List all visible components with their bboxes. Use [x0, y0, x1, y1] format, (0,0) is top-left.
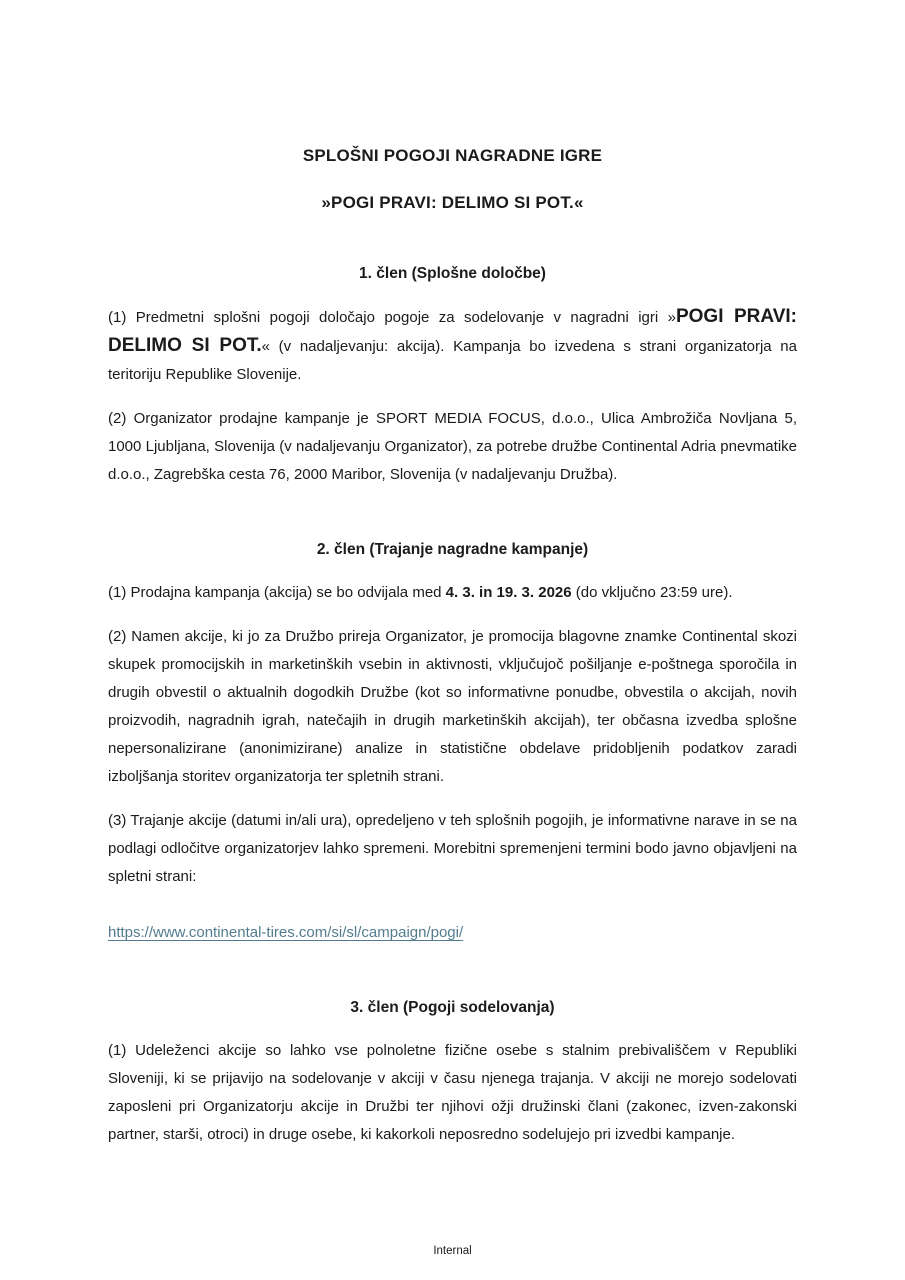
section-heading-2: 2. člen (Trajanje nagradne kampanje)	[316, 541, 589, 558]
paragraph-text-segment: (1) Prodajna kampanja (akcija) se bo odvijala med	[108, 584, 446, 601]
campaign-link-line	[108, 919, 797, 947]
section-2-paragraph-2: (2) Namen akcije, ki jo za Družbo prireja Organizator, je promocija blagovne znamke Continental skozi skupek promocijskih in marketinških vsebin in aktivnosti, vključujoč pošiljanje e-poštnega sporočila in drugih obvestil o aktualnih dogodkih Družbe (kot so informativne ponudbe, obvestila o akcijah, novih proizvodih, nagradnih igrah, natečajih in drugih marketinških akcijah), ter občasna izvedba splošne nepersonalizirane (anonimizirane) analize in statistične obdelave pridobljenih podatkov zaradi izboljšanja storitev organizatorja ter spletnih strani.	[108, 628, 797, 785]
paragraph-text-segment: (do vključno 23:59 ure).	[571, 584, 733, 601]
section-1-paragraph-1	[108, 303, 797, 389]
campaign-name-bold: POGI PRAVI: DELIMO SI POT.	[108, 306, 797, 356]
document-title: SPLOŠNI POGOJI NAGRADNE IGRE	[302, 146, 603, 165]
section-heading-1: 1. člen (Splošne določbe)	[359, 265, 546, 282]
footer-classification-label: Internal	[433, 1245, 472, 1257]
campaign-dates-bold: 4. 3. in 19. 3. 2026	[445, 584, 572, 601]
paragraph-text-segment: « (v nadaljevanju: akcija). Kampanja bo izvedena s strani organizatorja na teritoriju Republike Slovenije.	[108, 338, 797, 383]
section-3-paragraph-1: (1) Udeleženci akcije so lahko vse polnoletne fizične osebe s stalnim prebivališčem v Republiki Sloveniji, ki se prijavijo na sodelovanje v akciji v času njenega trajanja. V akciji ne morejo sodelovati zaposleni pri Organizatorju akcije in Družbi ter njihovi ožji družinski člani (zakonec, izven-zakonski partner, starši, otroci) in druge osebe, ki kakorkoli neposredno sodelujejo pri izvedbi kampanje.	[108, 1042, 797, 1143]
campaign-link[interactable]: https://www.continental-tires.com/si/sl/campaign/pogi/	[108, 924, 464, 941]
section-2-paragraph-3: (3) Trajanje akcije (datumi in/ali ura), opredeljeno v teh splošnih pogojih, je informativne narave in se na podlagi odločitve organizatorjev lahko spremeni. Morebitni spremenjeni termini bodo javno objavljeni na spletni strani:	[108, 812, 797, 885]
section-1-paragraph-2: (2) Organizator prodajne kampanje je SPORT MEDIA FOCUS, d.o.o., Ulica Ambrožiča Novljana 5, 1000 Ljubljana, Slovenija (v nadaljevanju Organizator), za potrebe družbe Continental Adria pnevmatike d.o.o., Zagrebška cesta 76, 2000 Maribor, Slovenija (v nadaljevanju Družba).	[108, 410, 797, 483]
section-heading-3: 3. člen (Pogoji sodelovanja)	[350, 999, 555, 1016]
document-subtitle: »POGI PRAVI: DELIMO SI POT.«	[321, 193, 584, 212]
section-2-paragraph-1	[108, 579, 797, 607]
paragraph-text-segment: (1) Predmetni splošni pogoji določajo pogoje za sodelovanje v nagradni igri »	[108, 309, 676, 326]
